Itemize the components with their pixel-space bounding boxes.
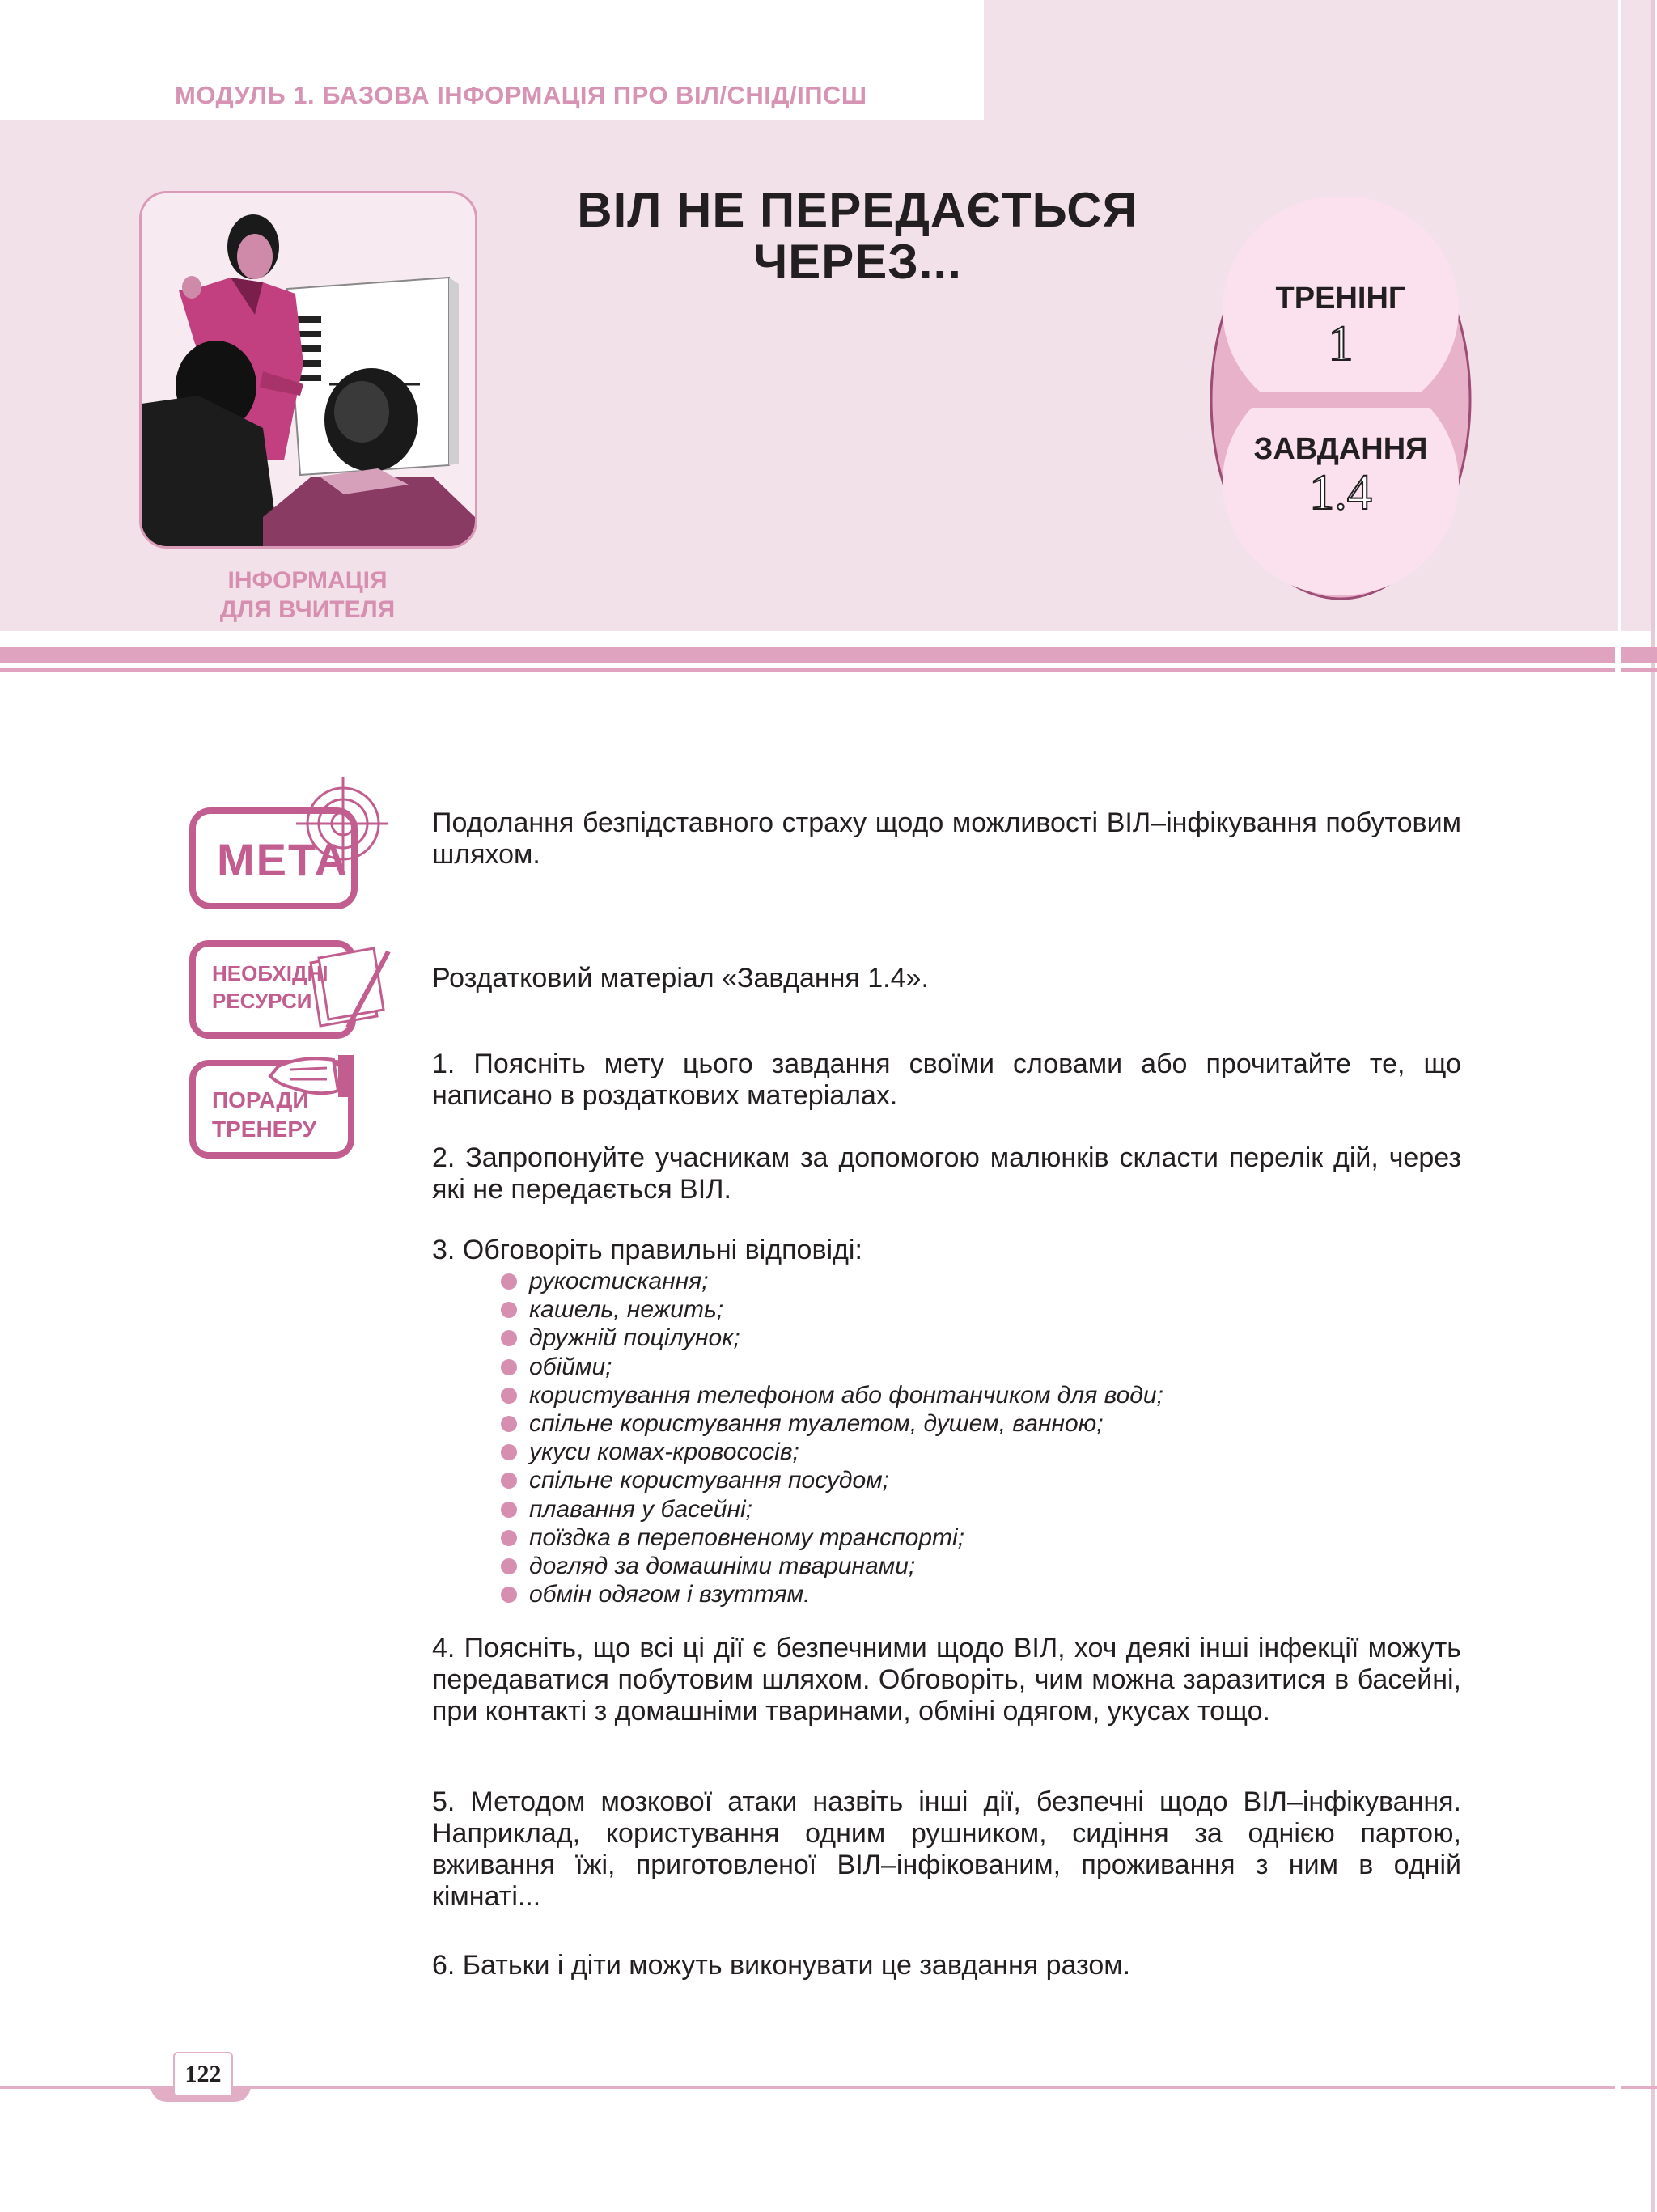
step-3: 3. Обговоріть правильні відповіді:: [432, 1235, 862, 1265]
task-label: ЗАВДАННЯ: [1253, 432, 1428, 466]
trainer-tips-icon-label: ПОРАДИ ТРЕНЕРУ: [212, 1087, 317, 1142]
right-edge-line: [1651, 0, 1655, 2212]
resources-icon: [189, 939, 392, 1040]
header-rule-right: [1621, 647, 1657, 663]
training-label: ТРЕНІНГ: [1275, 282, 1406, 316]
step-2: 2. Запропонуйте учасникам за допомогою малюнків скласти перелік дій, через які не передається ВІЛ.: [432, 1142, 1461, 1205]
header-rule-right-thin: [1621, 668, 1657, 672]
list-item: плавання у басейні;: [498, 1495, 1469, 1523]
list-item: догляд за домашніми тваринами;: [498, 1552, 1469, 1580]
badge-oval: [1209, 197, 1473, 602]
goal-icon-label: МЕТА: [217, 834, 350, 885]
training-task-badge: [1209, 197, 1473, 602]
module-title: МОДУЛЬ 1. БАЗОВА ІНФОРМАЦІЯ ПРО ВІЛ/СНІД/ІПСШ: [175, 81, 867, 109]
training-number: 1: [1328, 316, 1354, 371]
title-line-1: ВІЛ НЕ ПЕРЕДАЄТЬСЯ: [577, 183, 1138, 237]
step-1: 1. Поясніть мету цього завдання своїми словами або прочитайте те, що написано в роздаткових матеріалах.: [432, 1049, 1461, 1111]
resources-icon-label: НЕОБХІДНІ РЕСУРСИ: [212, 961, 328, 1013]
header-rule-thick: [0, 647, 1615, 663]
list-item: спільне користування туалетом, душем, ванною;: [498, 1409, 1469, 1438]
list-item: укуси комах-кровососів;: [498, 1438, 1469, 1466]
header-rule-thin: [0, 668, 1615, 672]
teacher-presentation-image: [142, 193, 475, 546]
list-item: обійми;: [498, 1353, 1469, 1381]
list-item: дружній поцілунок;: [498, 1324, 1469, 1352]
teacher-illustration: [139, 191, 477, 549]
list-item: рукостискання;: [498, 1267, 1469, 1295]
goal-icon: [189, 777, 388, 911]
step-4: 4. Поясніть, що всі ці дії є безпечними щодо ВІЛ, хоч деякі інші інфекції можуть передаватися побутовим шляхом. Обговоріть, чим можна заразитися в басейні, при контакті з домашніми тваринами, обміні одягом, укусах тощо.: [432, 1633, 1461, 1727]
list-item: обмін одягом і взуттям.: [498, 1580, 1469, 1608]
step-6: 6. Батьки і діти можуть виконувати це завдання разом.: [432, 1950, 1131, 1981]
safe-actions-list: [498, 1267, 1469, 1608]
trainer-tips-icon: [189, 1052, 359, 1160]
list-item: спільне користування посудом;: [498, 1466, 1469, 1494]
footer-rule-right: [1621, 2086, 1657, 2089]
page-number: 122: [173, 2052, 233, 2097]
teacher-info-label: ІНФОРМАЦІЯ ДЛЯ ВЧИТЕЛЯ: [219, 567, 396, 623]
step-5: 5. Методом мозкової атаки назвіть інші дії, безпечні щодо ВІЛ–інфікування. Наприклад, користування одним рушником, сидіння за однією партою, вживання їжі, приготовленої ВІЛ–інфікованим, проживання з ним в одній кімнаті...: [432, 1786, 1461, 1912]
page-title: [453, 184, 1262, 288]
header-tab: [984, 0, 1618, 123]
list-item: користування телефоном або фонтанчиком для води;: [498, 1381, 1469, 1409]
title-line-2: ЧЕРЕЗ...: [753, 235, 962, 289]
list-item: кашель, нежить;: [498, 1295, 1469, 1324]
resources-text: Роздатковий матеріал «Завдання 1.4».: [432, 963, 929, 994]
goal-text: Подолання безпідставного страху щодо можливості ВІЛ–інфікування побутовим шляхом.: [432, 807, 1461, 870]
list-item: поїздка в переповненому транспорті;: [498, 1523, 1469, 1552]
task-number: 1.4: [1309, 465, 1372, 520]
